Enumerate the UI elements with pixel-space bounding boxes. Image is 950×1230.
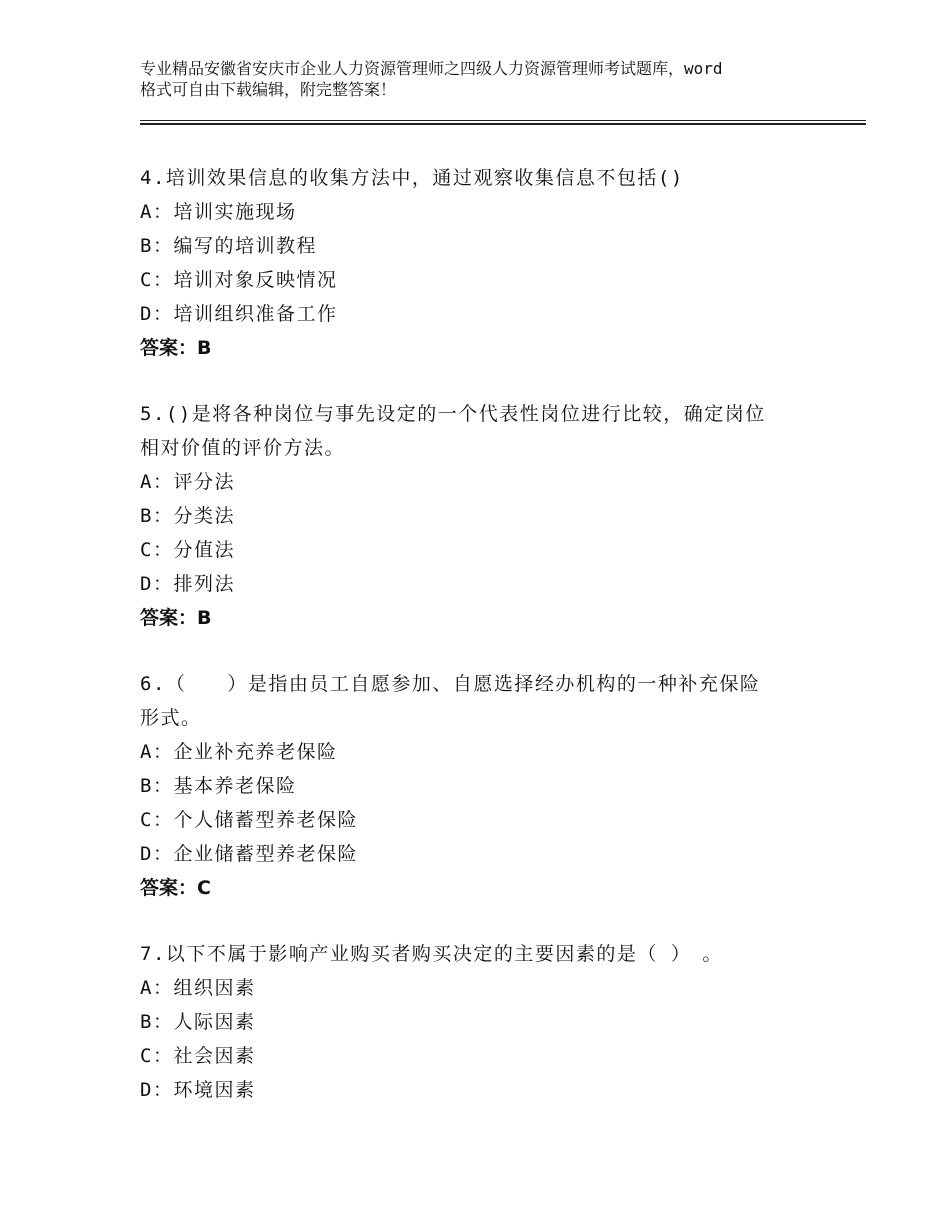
option-d: D：排列法	[140, 573, 235, 595]
question-text-continued: 形式。	[140, 707, 202, 729]
question-5	[140, 397, 840, 635]
question-4	[140, 161, 840, 365]
answer-label: 答案：B	[140, 337, 212, 359]
option-c: C：分值法	[140, 539, 235, 561]
question-7	[140, 937, 840, 1107]
option-d: D：企业储蓄型养老保险	[140, 843, 358, 865]
answer-label: 答案：B	[140, 607, 212, 629]
question-text: 7.以下不属于影响产业购买者购买决定的主要因素的是（ ） 。	[140, 943, 723, 965]
option-a: A：企业补充养老保险	[140, 741, 338, 763]
option-b: B：人际因素	[140, 1011, 256, 1033]
question-text: 5.()是将各种岗位与事先设定的一个代表性岗位进行比较，确定岗位	[140, 403, 766, 425]
document-header	[140, 58, 840, 100]
option-b: B：基本养老保险	[140, 775, 297, 797]
option-b: B：分类法	[140, 505, 235, 527]
question-text: 6.（ ）是指由员工自愿参加、自愿选择经办机构的一种补充保险	[140, 673, 761, 695]
option-a: A：评分法	[140, 471, 235, 493]
answer-label: 答案：C	[140, 877, 211, 899]
option-a: A：组织因素	[140, 977, 256, 999]
option-c: C：个人储蓄型养老保险	[140, 809, 358, 831]
question-text: 4.培训效果信息的收集方法中，通过观察收集信息不包括()	[140, 167, 684, 189]
option-d: D：环境因素	[140, 1079, 256, 1101]
option-a: A：培训实施现场	[140, 201, 297, 223]
option-c: C：社会因素	[140, 1045, 256, 1067]
header-line-2: 格式可自由下载编辑，附完整答案！	[140, 80, 397, 99]
header-divider-thin	[140, 120, 866, 121]
question-list	[140, 161, 840, 1139]
question-text-continued: 相对价值的评价方法。	[140, 437, 346, 459]
question-6	[140, 667, 840, 905]
option-b: B：编写的培训教程	[140, 235, 317, 257]
header-line-1: 专业精品安徽省安庆市企业人力资源管理师之四级人力资源管理师考试题库，word	[140, 59, 723, 78]
header-divider-thick	[140, 123, 866, 125]
option-d: D：培训组织准备工作	[140, 303, 338, 325]
option-c: C：培训对象反映情况	[140, 269, 338, 291]
